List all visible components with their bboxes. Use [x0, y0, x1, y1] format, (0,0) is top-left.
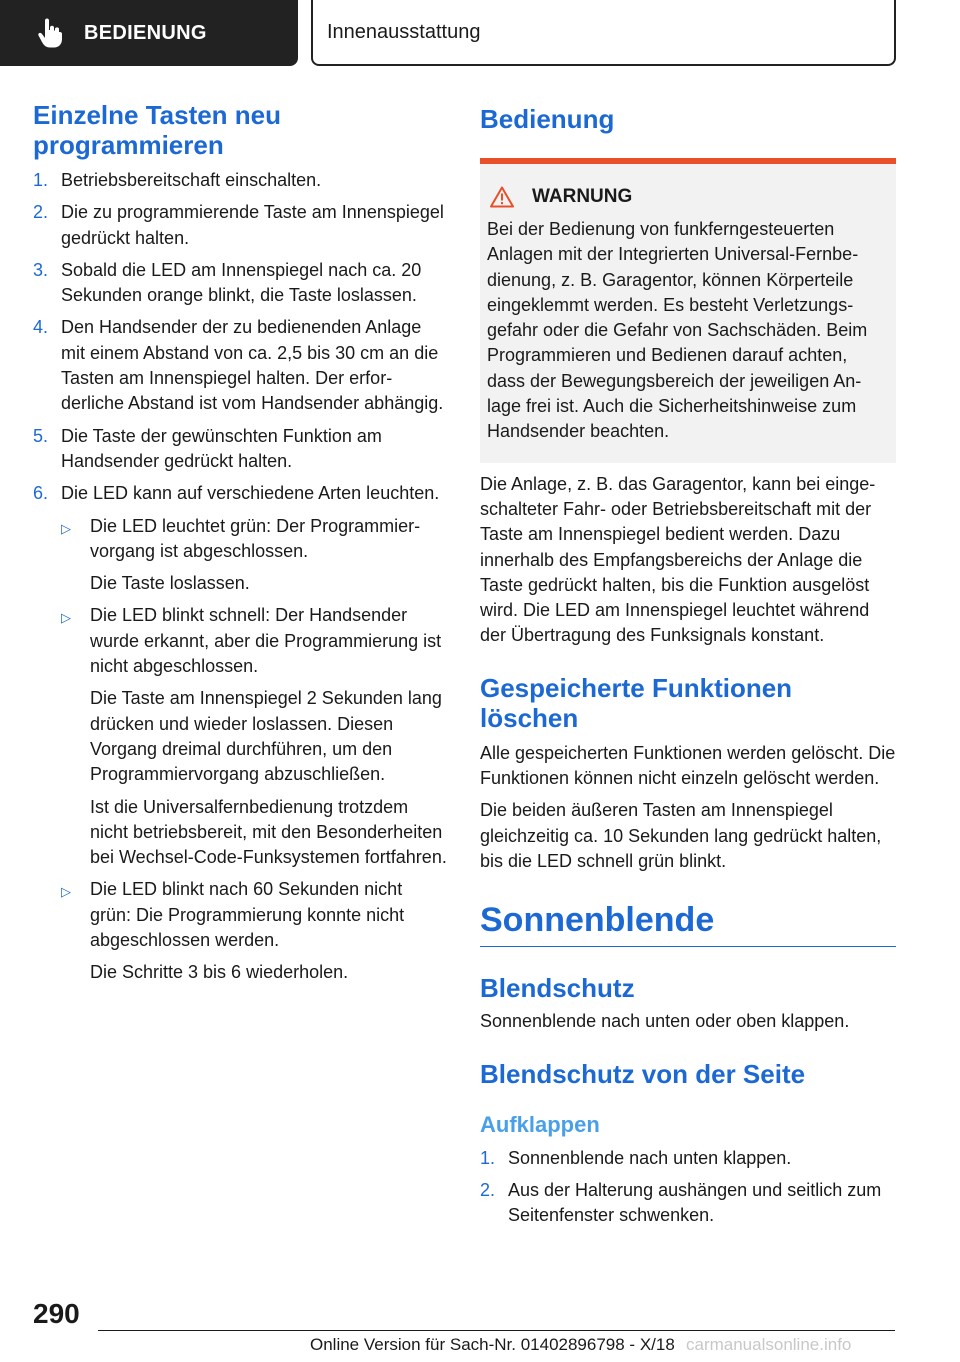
blendschutz-text: Sonnenblende nach unten oder oben klappen. [480, 1011, 850, 1032]
heading-gespeicherte-funktionen: Gespeicherte Funktionen löschen [480, 672, 793, 733]
loeschen-text-1: Alle gespeicherten Funktionen werden gelöscht. Die Funktionen können nicht einzeln gelöscht werden. [480, 742, 896, 789]
page-header [0, 0, 960, 66]
loeschen-text-2: Die beiden äußeren Tasten am Innenspiegel gleichzeitig ca. 10 Sekunden lang gedrückt halten, bis die LED schnell grün blinkt. [480, 800, 882, 871]
heading-bedienung: Bedienung [480, 104, 615, 134]
step-number: 1. [480, 1147, 496, 1168]
step-text: Aus der Halterung aushängen und seitlich zum Seitenfenster schwenken. [508, 1179, 882, 1226]
warning-box [480, 158, 896, 463]
warning-title: WARNUNG [532, 186, 633, 207]
section-title: BEDIENUNG [84, 21, 207, 44]
led-states-list [61, 514, 448, 986]
triangle-bullet-icon: ▷ [61, 884, 71, 900]
list-item [33, 315, 448, 416]
list-item [33, 424, 448, 475]
step-text: Sobald die LED am Innenspiegel nach ca. 20 Sekunden orange blinkt, die Taste loslassen. [61, 259, 422, 306]
warning-header [487, 186, 888, 208]
step-text: Sonnenblende nach unten klappen. [508, 1147, 792, 1168]
warning-text: Bei der Bedienung von funkferngesteuerten Anlagen mit der Integrierten Universal-Fernbedienung, z. B. Garagentor, können Körperteile eingeklemmt werden. Es besteht Verletzungsgefahr oder die Gefahr von Sachschäden. Beim Programmieren und Bedienen darauf achten, dass der Bewegungsbereich der jeweiligen Anlage frei ist. Auch die Sicherheitshinweise zum Handsender beachten. [487, 219, 868, 442]
step-number: 4. [33, 317, 49, 338]
right-column [480, 100, 896, 1228]
watermark-text: carmanualsonline.info [686, 1335, 852, 1354]
left-column [33, 100, 448, 986]
heading-einzelne-tasten: Einzelne Tasten neu programmieren [33, 100, 282, 160]
triangle-bullet-icon: ▷ [61, 610, 71, 626]
step-text: Die zu programmierende Taste am Innenspiegel gedrückt halten. [61, 202, 444, 248]
step-text: Die LED kann auf verschiedene Arten leuchten. [61, 483, 440, 504]
step-text: Den Handsender der zu bedienenden Anlage mit einem Abstand von ca. 2,5 bis 30 cm an die Tasten am Innenspiegel halten. Der erforderliche Abstand ist vom Handsender abhängig. [61, 317, 444, 414]
hand-pointer-icon [36, 18, 64, 48]
footer-divider [98, 1330, 895, 1331]
list-item [33, 200, 448, 251]
list-item [33, 168, 448, 193]
heading-sonnenblende: Sonnenblende [480, 901, 715, 940]
section-tab [0, 0, 298, 66]
online-version-text: Online Version für Sach-Nr. 01402896798 - X/18 [310, 1335, 675, 1354]
step-text: Betriebsbereitschaft einschalten. [61, 170, 322, 190]
step-text: Die Taste der gewünschten Funktion am Handsender gedrückt halten. [61, 425, 382, 471]
list-item [61, 877, 448, 985]
bedienung-text: Die Anlage, z. B. das Garagentor, kann bei eingeschalteter Fahr- oder Betriebsbereitschaft mit der Taste am Innenspiegel bedient werden. Dazu innerhalb des Empfangsbereichs der Anlage die Taste gedrückt halten, bis die Funktion ausgelöst wird. Die LED am Innenspiegel leuchtet während der Übertragung des Funksignals konstant. [480, 473, 876, 646]
page-number: 290 [33, 1298, 80, 1329]
step-number: 2. [33, 202, 49, 223]
step-number: 2. [480, 1179, 496, 1200]
bullet-subtext: Die Taste loslassen. [90, 573, 250, 594]
step-number: 1. [33, 170, 49, 190]
aufklappen-steps [480, 1146, 896, 1229]
bullet-text: Die LED blinkt schnell: Der Handsender wurde erkannt, aber die Programmierung ist nicht abgeschlossen. [90, 605, 442, 677]
list-item [480, 1146, 896, 1171]
step-number: 5. [33, 425, 49, 446]
heading-blendschutz-seite: Blendschutz von der Seite [480, 1058, 806, 1089]
heading-aufklappen: Aufklappen [480, 1111, 600, 1137]
list-item [480, 1178, 896, 1229]
list-item [61, 514, 448, 597]
chapter-title: Innenausstattung [327, 20, 481, 43]
list-item [61, 603, 448, 870]
heading-blendschutz: Blendschutz [480, 973, 635, 1004]
bullet-text: Die LED leuchtet grün: Der Programmiervorgang ist abgeschlossen. [90, 515, 421, 561]
list-item [33, 481, 448, 985]
bullet-subtext: Die Taste am Innenspiegel 2 Sekunden lang drücken und wieder loslassen. Diesen Vorgang dreimal durchführen, um den Programmiervorgang abzuschließen. [90, 688, 442, 785]
bullet-subtext: Ist die Universalfernbedienung trotzdem nicht betriebsbereit, mit den Besonderheiten bei Wechsel-Code-Funksystemen fortfahren. [90, 796, 447, 868]
triangle-bullet-icon: ▷ [61, 520, 71, 536]
bullet-subtext: Die Schritte 3 bis 6 wiederholen. [90, 962, 349, 983]
bullet-text: Die LED blinkt nach 60 Sekunden nicht grün: Die Programmierung konnte nicht abgeschlossen werden. [90, 879, 405, 951]
programming-steps [33, 168, 448, 986]
warning-triangle-icon [490, 186, 514, 208]
list-item [33, 258, 448, 309]
step-number: 6. [33, 483, 49, 504]
sonnenblende-section-rule [480, 900, 896, 947]
step-number: 3. [33, 259, 49, 280]
chapter-tab [311, 0, 896, 66]
